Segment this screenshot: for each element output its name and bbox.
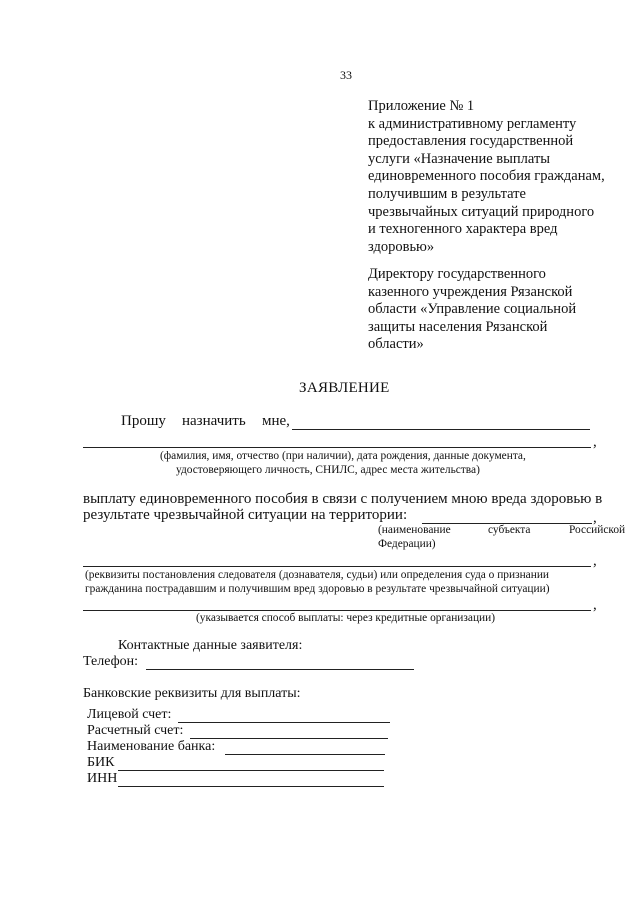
applicant-details-field-line[interactable] [83,447,591,448]
appendix-line: к административному регламенту [368,115,577,132]
document-title: ЗАЯВЛЕНИЕ [299,380,390,396]
appendix-line: услуги «Назначение выплаты [368,150,551,167]
territory-hint-word-2: субъекта [488,524,531,536]
territory-hint-word-3: Российской [569,524,626,536]
bank-name-field-line[interactable] [225,754,385,755]
applicant-hint-line-1: (фамилия, имя, отчество (при наличии), дата рождения, данные документа, [160,450,526,462]
comma: , [593,597,597,613]
request-word-1: Прошу [121,413,166,429]
appendix-line: Приложение № 1 [368,98,475,114]
appendix-line: единовременного пособия гражданам, [368,168,605,185]
addressee-line: Директору государственного [368,266,546,282]
territory-hint-line-2: Федерации) [378,538,436,550]
payment-text-line-2: результате чрезвычайной ситуации на территории: [83,507,408,523]
appendix-line: здоровью» [368,238,435,255]
page-number: 33 [340,68,352,82]
settlement-account-field-line[interactable] [190,738,388,739]
requisites-hint-line-2: гражданина пострадавшим и получившим вред здоровью в результате чрезвычайной ситуации) [85,583,550,595]
phone-field-line[interactable] [146,669,414,670]
addressee-line: защиты населения Рязанской [368,318,548,335]
request-word-3: мне, [262,413,290,429]
request-word-2: назначить [182,413,246,429]
comma: , [593,553,597,569]
addressee-line: казенного учреждения Рязанской [368,283,573,300]
appendix-line: предоставления государственной [368,133,574,150]
requisites-hint-line-1: (реквизиты постановления следователя (дознавателя, судьи) или определения суда о признании [85,569,550,581]
applicant-hint-line-2: удостоверяющего личность, СНИЛС, адрес места жительства) [176,464,480,476]
comma: , [593,510,597,526]
personal-account-label: Лицевой счет: [87,707,172,722]
appendix-line: чрезвычайных ситуаций природного [368,203,595,220]
personal-account-field-line[interactable] [178,722,390,723]
bank-heading: Банковские реквизиты для выплаты: [83,686,301,701]
contacts-heading: Контактные данные заявителя: [118,638,303,653]
inn-field-line[interactable] [118,786,384,787]
comma: , [593,434,597,450]
payment-method-hint: (указывается способ выплаты: через кредитные организации) [196,612,496,624]
addressee-block [368,266,630,354]
appendix-header [368,98,630,256]
payment-method-field-line[interactable] [83,610,591,611]
appendix-line: и техногенного характера вред [368,221,558,238]
applicant-name-field-line[interactable] [292,429,590,430]
requisites-field-line[interactable] [83,566,591,567]
appendix-line: получившим в результате [368,185,526,202]
territory-hint-word-1: (наименование [378,524,451,536]
payment-text-line-1: выплату единовременного пособия в связи с получением мною вреда здоровью в [83,491,603,507]
addressee-line: области» [368,336,424,353]
settlement-account-label: Расчетный счет: [87,723,184,738]
bank-name-label: Наименование банка: [87,739,216,754]
inn-label: ИНН [87,771,118,786]
addressee-line: области «Управление социальной [368,301,577,318]
phone-label: Телефон: [83,654,139,669]
bik-label: БИК [87,755,115,770]
bik-field-line[interactable] [118,770,384,771]
